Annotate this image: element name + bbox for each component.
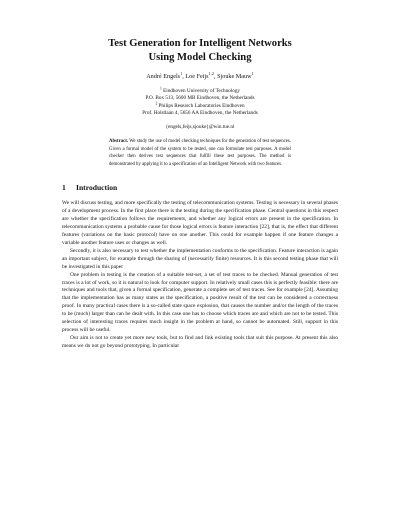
author-affiliation-mark: 1,2 [208,70,214,76]
author-name: Sjouke Mauw [217,73,252,80]
title-line-1: Test Generation for Intelligent Networks [108,38,292,49]
author-list: André Engels$^1$, Loe Feijs$^{1,2}$, Sjouke Mauw$^1$ [146,70,254,80]
affiliation-1-name [60,88,340,95]
title-line-2: Using Model Checking [148,52,252,63]
affiliation-text: Eindhoven University of Technology [163,88,241,94]
abstract-text: We study the use of model checking techniques for the generation of test sequences. Given a formal model of the system to be tested, one can formulate test purposes. A model checker then derives test sequences that fulfill these test purposes. The method is demonstrated by applying it to a specification of an Intelligent Network with two features. [109,139,291,167]
author-affiliation-mark: 1 [251,70,254,76]
affiliations [60,88,340,131]
author-name: André Engels [146,73,181,80]
abstract [109,138,291,168]
body-paragraph: One problem in testing is the creation of a suitable test-set, a set of test traces to be checked. Manual generation of test traces is a lot of work, so it is natural to look for computer support. In relatively small cases this is perfectly feasible: there are techniques and tools that, given a formal specification, generate a complete set of test traces. See for example [24]. Assuming that the implementation has as many states as the specification, a positive result of the test can be considered a correctness proof. In many practical cases there is a so-called state space explosion, that causes the number and/or the length of the traces to be (much) larger than can be dealt with. In this case one has to choose which traces are and which are not to be tested. This selection of interesting traces requires much insight in the problem at hand, so cannot be automated. Still, support in this process will be useful. [62,271,338,334]
section-title: Introduction [76,183,118,192]
affiliation-mark: 2 [155,101,158,106]
section-heading [62,183,117,193]
author-email: {engels,feijs,sjouke}@win.tue.nl [165,123,235,130]
affiliation-2-address: Prof. Holstlaan 4, 5656 AA Eindhoven, the Netherlands [142,110,258,117]
abstract-label: Abstract. [109,139,129,144]
paper-title [60,37,340,65]
author-name: Loe Feijs [185,73,209,80]
affiliation-mark: 1 [159,86,162,91]
body-paragraph: Secondly, it is also necessary to test whether the implementation conforms to the specification. Feature interaction is again an important subject, for example through the sharing of (necessarily finite) resources. It is this second testing phase that will be investigated in this paper [62,247,338,270]
affiliation-text: Philips Research Laboratories Eindhoven [158,102,245,109]
body-paragraph: Our aim is not to create yet more new tools, but to find and link existing tools that suit this purpose. At present this also means we do not go beyond prototyping. In particular [62,335,338,350]
body-paragraph: We will discuss testing, and more specifically the testing of telecommunication systems. Testing is necessary in several phases of a development process. In the first place there is the testing during the specification phase. Central questions in this respect are whether the specification follows the requirements, and whether any logical errors are present in the specification. In telecommunication systems a probable cause for those logical errors is feature interaction [22], that is, the effect that different features (variations on the basic protocol) have on one another. This could for example happen if one feature changes a variable another feature uses or changes as well. [62,200,338,246]
author-affiliation-mark: 1 [180,70,183,76]
section-number: 1 [62,183,66,192]
affiliation-1-address: P.O. Box 513, 5600 MB Eindhoven, the Netherlands [145,95,255,102]
section-body [62,200,338,351]
